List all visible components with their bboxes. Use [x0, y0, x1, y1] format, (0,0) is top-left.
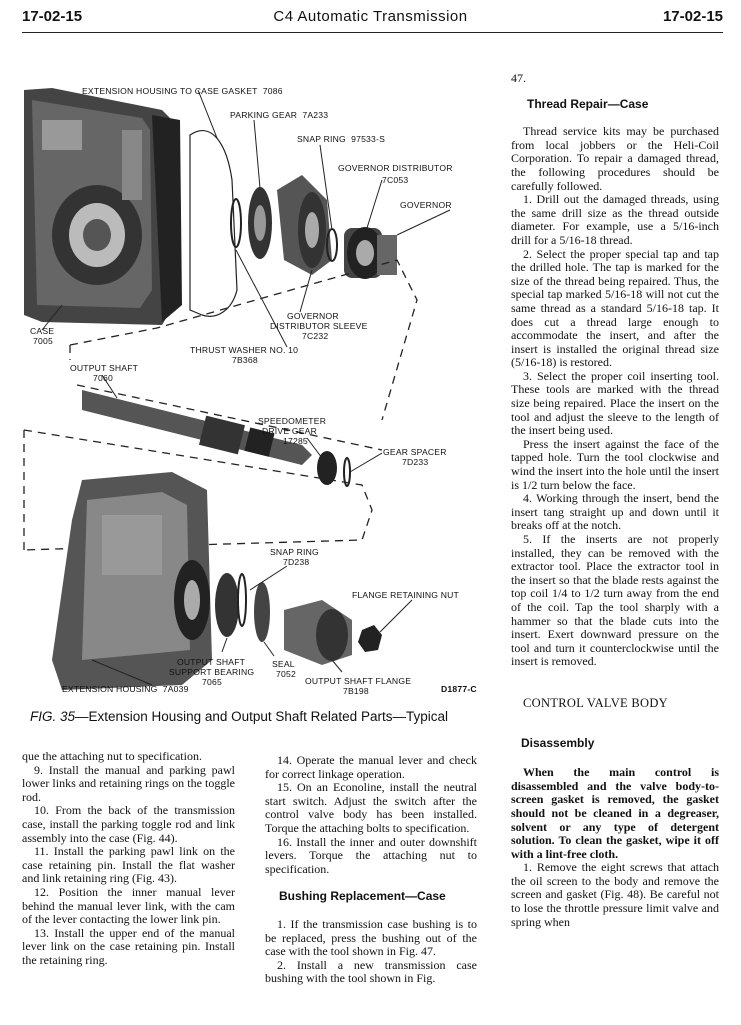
label-output-shaft-no: 7060 — [93, 373, 113, 383]
paragraph: 14. Operate the manual lever and check for correct linkage operation. — [265, 753, 477, 781]
label-sleeve-1: GOVERNOR — [287, 311, 339, 321]
snap-ring-2-drawing — [238, 574, 246, 626]
paragraph: 3. Select the proper coil inserting tool. These tools are marked with the thread size being repaired. Place the insert on the tool and adjust the sleeve to the length of the insert being used. — [511, 368, 719, 438]
label-bearing-no: 7065 — [202, 677, 222, 687]
label-gear-spacer: GEAR SPACER — [383, 447, 447, 457]
label-gasket: EXTENSION HOUSING TO CASE GASKET 7086 — [82, 86, 283, 96]
label-seal: SEAL — [272, 659, 295, 669]
output-shaft-flange-drawing — [284, 600, 352, 665]
paragraph: 13. Install the upper end of the manual lever link on the case retaining pin. Install the retaining ring. — [22, 925, 235, 967]
running-title: C4 Automatic Transmission — [273, 8, 468, 25]
label-output-shaft: OUTPUT SHAFT — [70, 363, 139, 373]
section-heading-disassembly: Disassembly — [521, 735, 595, 750]
support-bearing-drawing — [215, 573, 239, 637]
page-number-left: 17-02-15 — [22, 8, 83, 25]
paragraph: 16. Install the inner and outer downshift levers. Torque the attaching nut to specification. — [265, 834, 477, 876]
paragraph: 12. Position the inner manual lever behind the manual lever link, with the cam of the lever contacting the lower link pin. — [22, 884, 235, 927]
label-governor-distributor: GOVERNOR DISTRIBUTOR — [338, 163, 453, 173]
label-governor: GOVERNOR — [400, 200, 452, 210]
label-sleeve-no: 7C232 — [302, 331, 329, 341]
paragraph: 15. On an Econoline, install the neutral start switch. Adjust the switch after the control valve body has been installed. Torque the attaching bolts to specification. — [265, 780, 477, 835]
paragraph-note: When the main control is disassembled and the valve body-to-screen gasket is removed, the gasket should not be cleaned in a degreaser, solvent or any type of detergent solution. To clean the gasket, wipe it off with a lint-free cloth. — [511, 765, 719, 861]
paragraph: 1. If the transmission case bushing is to be replaced, press the bushing out of the case with the tool shown in Fig. 47. — [265, 916, 477, 959]
label-sleeve-2: DISTRIBUTOR SLEEVE — [270, 321, 368, 331]
governor-distributor-drawing — [344, 227, 397, 279]
transmission-case-drawing — [24, 88, 182, 325]
gasket-drawing — [190, 131, 237, 317]
paragraph: 1. Remove the eight screws that attach the oil screen to the body and remove the screen and gasket (Fig. 48). Be careful not to lose the throttle pressure limit valve and spring when — [511, 860, 719, 929]
seal-drawing — [254, 582, 270, 642]
column-3 — [511, 72, 719, 929]
label-case: CASE — [30, 326, 55, 336]
label-speedometer-1: SPEEDOMETER — [258, 416, 327, 426]
label-speedometer-2: DRIVE GEAR — [262, 426, 318, 436]
paragraph: 5. If the inserts are not properly installed, they can be removed with the extractor tool. Place the extractor tool in the insert so that the blade rests against the top coil 1/4 to 1/2 turn away from the end of the coil. Tap the tool sharply with a hammer so that the blade cuts into the insert. Exert downward pressure on the tool and turn it counterclockwise until the insert is removed. — [511, 532, 719, 669]
page-number-right: 17-02-15 — [662, 8, 723, 25]
label-flange: OUTPUT SHAFT FLANGE — [305, 676, 412, 686]
gear-spacer-drawing — [344, 458, 350, 486]
label-governor-distributor-no: 7C053 — [382, 175, 409, 185]
parking-gear-drawing — [248, 187, 272, 259]
section-heading-control-valve-body: CONTROL VALVE BODY — [523, 695, 668, 710]
paragraph: 1. Drill out the damaged threads, using the same drill size as the thread outside diameter. For example, use a 5/16-inch drill for a 5/16-18 thread. — [511, 192, 719, 247]
paragraph: que the attaching nut to specification. — [22, 749, 202, 763]
paragraph: 10. From the back of the transmission case, install the parking toggle rod and link assembly into the case (Fig. 44). — [22, 803, 235, 845]
paragraph: 2. Install a new transmission case bushing with the tool shown in Fig. — [265, 957, 477, 986]
distributor-sleeve-drawing — [277, 175, 332, 275]
label-thrust-washer: THRUST WASHER NO. 10 — [190, 345, 299, 355]
label-bearing-1: OUTPUT SHAFT — [177, 657, 246, 667]
label-gear-spacer-no: 7D233 — [402, 457, 429, 467]
label-extension-housing: EXTENSION HOUSING 7A039 — [62, 684, 189, 694]
label-snap-ring-bottom-no: 7D238 — [283, 557, 310, 567]
label-bearing-2: SUPPORT BEARING — [169, 667, 255, 677]
flange-nut-drawing — [358, 625, 382, 652]
label-speedometer-no: 17285 — [283, 436, 308, 446]
paragraph: Thread service kits may be purchased from local jobbers or the Heli-Coil Corporation. To repair a damaged thread, the following procedures should be carefully followed. — [511, 124, 719, 193]
label-seal-no: 7052 — [276, 669, 296, 679]
paragraph: 4. Working through the insert, bend the insert tang straight up and down until it breaks off at the notch. — [511, 491, 719, 533]
paragraph: 11. Install the parking pawl link on the case retaining pin. Install the flat washer and link retaining ring (Fig. 43). — [22, 844, 235, 886]
column-1 — [22, 750, 235, 968]
paragraph: Press the insert against the face of the tapped hole. Turn the tool clockwise and wind the insert into the hole until the insert is 1/2 turn below the face. — [511, 436, 719, 492]
label-case-no: 7005 — [33, 336, 53, 346]
label-drawing-number: D1877-C — [441, 684, 477, 694]
label-snap-ring-bottom: SNAP RING — [270, 547, 319, 557]
label-flange-nut: FLANGE RETAINING NUT — [352, 590, 459, 600]
column-2 — [265, 754, 477, 986]
label-flange-no: 7B198 — [343, 686, 369, 696]
figure-caption: FIG. 35—Extension Housing and Output Shaft Related Parts—Typical — [30, 709, 448, 724]
thrust-washer-drawing — [231, 199, 241, 247]
section-heading-thread-repair: Thread Repair—Case — [527, 96, 649, 111]
header-rule — [22, 32, 723, 33]
label-thrust-washer-no: 7B368 — [232, 355, 258, 365]
section-heading-bushing: Bushing Replacement—Case — [279, 889, 446, 904]
paragraph: 2. Select the proper special tap and tap the drilled hole. The tap is marked for the size of the thread being repaired. Thus, the special tap marked 5/16-18 will not cut the same thread as a standard 5/16-18 tap. It does cut a thread large enough to accommodate the insert, and after the insert is installed the original thread size (5/16-18) is restored. — [511, 246, 719, 370]
label-parking-gear: PARKING GEAR 7A233 — [230, 110, 329, 120]
paragraph: 9. Install the manual and parking pawl lower links and retaining rings on the toggle rod. — [22, 762, 235, 804]
label-snap-ring-top: SNAP RING 97533-S — [297, 134, 386, 144]
paragraph: 47. — [511, 71, 526, 85]
